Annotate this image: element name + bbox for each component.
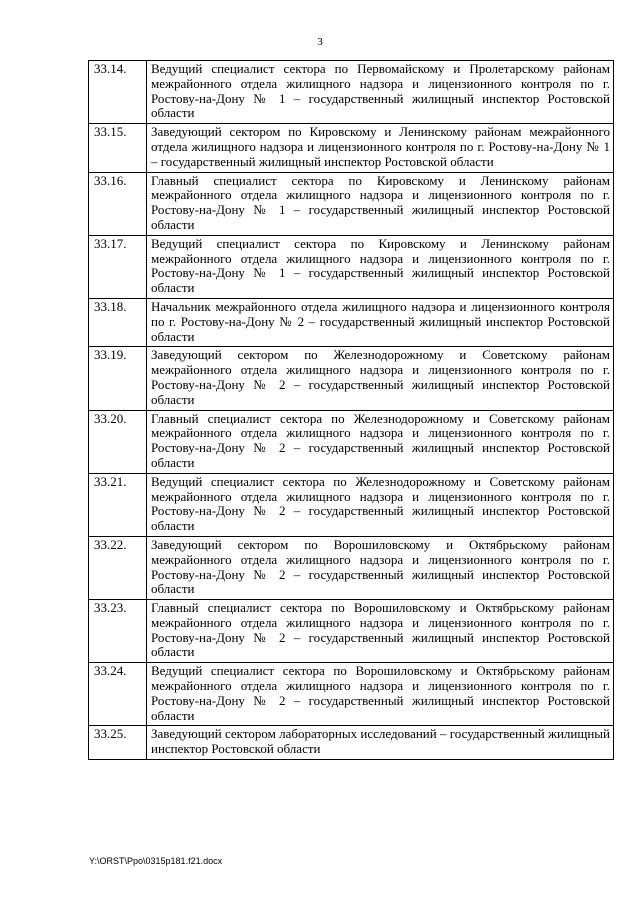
position-title: Заведующий сектором по Кировскому и Ленинскому районам межрайонного отдела жилищного надзора и лицензионного контроля по г. Ростову-на-Дону № 1 – государственный жилищный инспектор Ростовской области: [147, 124, 614, 172]
row-number: 33.16.: [89, 172, 147, 235]
table-row: [89, 298, 614, 346]
position-title: Главный специалист сектора по Кировскому и Ленинскому районам межрайонного отдела жилищного надзора и лицензионного контроля по г. Ростову-на-Дону № 1 – государственный жилищный инспектор Ростовской области: [147, 172, 614, 235]
table-row: [89, 536, 614, 599]
table-row: [89, 61, 614, 124]
row-number: 33.18.: [89, 298, 147, 346]
position-title: Начальник межрайонного отдела жилищного надзора и лицензионного контроля по г. Ростову-на-Дону № 2 – государственный жилищный инспектор Ростовской области: [147, 298, 614, 346]
table-row: [89, 473, 614, 536]
row-number: 33.14.: [89, 61, 147, 124]
row-number: 33.24.: [89, 663, 147, 726]
row-number: 33.17.: [89, 235, 147, 298]
table-row: [89, 235, 614, 298]
position-title: Заведующий сектором по Железнодорожному и Советскому районам межрайонного отдела жилищного надзора и лицензионного контроля по г. Ростову-на-Дону № 2 – государственный жилищный инспектор Ростовской области: [147, 347, 614, 410]
table-row: [89, 124, 614, 172]
table-row: [89, 347, 614, 410]
positions-table-body: [89, 61, 614, 760]
row-number: 33.22.: [89, 536, 147, 599]
footer-file-path: Y:\ORST\Ppo\0315p181.f21.docx: [89, 856, 223, 866]
table-row: [89, 410, 614, 473]
page-number: 3: [317, 36, 323, 48]
table-row: [89, 663, 614, 726]
row-number: 33.19.: [89, 347, 147, 410]
position-title: Ведущий специалист сектора по Ворошиловскому и Октябрьскому районам межрайонного отдела жилищного надзора и лицензионного контроля по г. Ростову-на-Дону № 2 – государственный жилищный инспектор Ростовской области: [147, 663, 614, 726]
positions-table: [88, 60, 614, 760]
row-number: 33.25.: [89, 726, 147, 760]
row-number: 33.23.: [89, 600, 147, 663]
position-title: Заведующий сектором лабораторных исследований – государственный жилищный инспектор Ростовской области: [147, 726, 614, 760]
table-row: [89, 600, 614, 663]
position-title: Главный специалист сектора по Железнодорожному и Советскому районам межрайонного отдела жилищного надзора и лицензионного контроля по г. Ростову-на-Дону № 2 – государственный жилищный инспектор Ростовской области: [147, 410, 614, 473]
position-title: Заведующий сектором по Ворошиловскому и Октябрьскому районам межрайонного отдела жилищного надзора и лицензионного контроля по г. Ростову-на-Дону № 2 – государственный жилищный инспектор Ростовской области: [147, 536, 614, 599]
row-number: 33.15.: [89, 124, 147, 172]
row-number: 33.20.: [89, 410, 147, 473]
table-row: [89, 172, 614, 235]
position-title: Ведущий специалист сектора по Первомайскому и Пролетарскому районам межрайонного отдела жилищного надзора и лицензионного контроля по г. Ростову-на-Дону № 1 – государственный жилищный инспектор Ростовской области: [147, 61, 614, 124]
position-title: Главный специалист сектора по Ворошиловскому и Октябрьскому районам межрайонного отдела жилищного надзора и лицензионного контроля по г. Ростову-на-Дону № 2 – государственный жилищный инспектор Ростовской области: [147, 600, 614, 663]
position-title: Ведущий специалист сектора по Железнодорожному и Советскому районам межрайонного отдела жилищного надзора и лицензионного контроля по г. Ростову-на-Дону № 2 – государственный жилищный инспектор Ростовской области: [147, 473, 614, 536]
row-number: 33.21.: [89, 473, 147, 536]
table-row: [89, 726, 614, 760]
position-title: Ведущий специалист сектора по Кировскому и Ленинскому районам межрайонного отдела жилищного надзора и лицензионного контроля по г. Ростову-на-Дону № 1 – государственный жилищный инспектор Ростовской области: [147, 235, 614, 298]
